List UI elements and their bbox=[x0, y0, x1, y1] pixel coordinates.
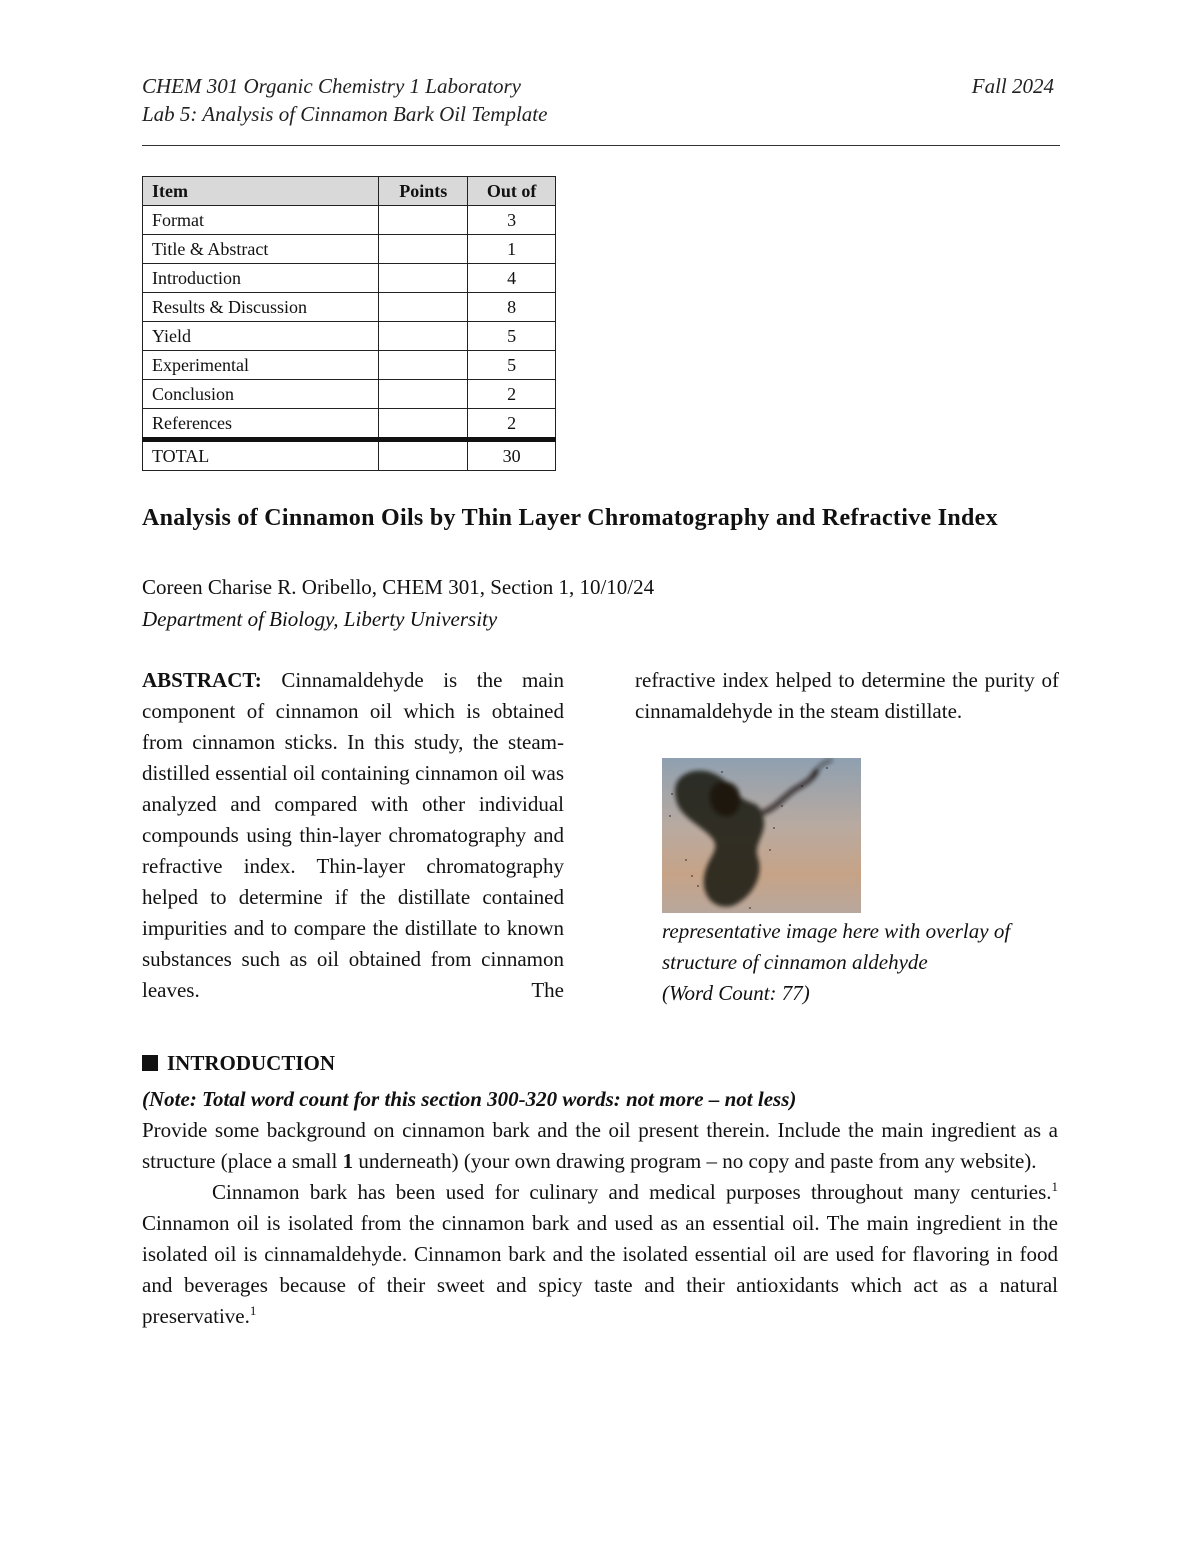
total-row bbox=[143, 440, 556, 471]
citation-2: 1 bbox=[249, 1303, 257, 1318]
row-out-of: 2 bbox=[468, 409, 556, 440]
header-out-of: Out of bbox=[468, 177, 556, 206]
paper-title: Analysis of Cinnamon Oils by Thin Layer Chromatography and Refractive Index bbox=[142, 505, 998, 531]
word-count-note: (Note: Total word count for this section 300-320 words: not more – not less) bbox=[142, 1087, 797, 1111]
abstract-left-column bbox=[142, 665, 564, 1006]
instructions-text-b: underneath) (your own drawing program – no copy and paste from any website). bbox=[353, 1149, 1037, 1173]
table-row bbox=[143, 409, 556, 440]
row-out-of: 3 bbox=[468, 206, 556, 235]
header-item: Item bbox=[143, 177, 379, 206]
table-row bbox=[143, 235, 556, 264]
row-points[interactable] bbox=[379, 293, 468, 322]
row-item: Results & Discussion bbox=[143, 293, 379, 322]
row-out-of: 5 bbox=[468, 322, 556, 351]
row-points[interactable] bbox=[379, 351, 468, 380]
word-count: (Word Count: 77) bbox=[662, 981, 810, 1005]
caption-line-1: representative image here with overlay of bbox=[662, 919, 1011, 943]
citation-1: 1 bbox=[1051, 1179, 1058, 1194]
grading-table bbox=[142, 176, 556, 471]
introduction-heading-text: INTRODUCTION bbox=[167, 1051, 336, 1075]
row-points[interactable] bbox=[379, 409, 468, 440]
row-out-of: 4 bbox=[468, 264, 556, 293]
row-out-of: 2 bbox=[468, 380, 556, 409]
table-row bbox=[143, 380, 556, 409]
author-line: Coreen Charise R. Oribello, CHEM 301, Section 1, 10/10/24 bbox=[142, 575, 655, 599]
table-row bbox=[143, 264, 556, 293]
section-square-icon bbox=[142, 1055, 158, 1071]
image-caption bbox=[662, 916, 1062, 1009]
row-item: Format bbox=[143, 206, 379, 235]
intro-text-a: Cinnamon bark has been used for culinary and medical purposes throughout many centuries. bbox=[212, 1180, 1052, 1204]
term-label: Fall 2024 bbox=[971, 74, 1054, 98]
total-label: TOTAL bbox=[143, 440, 379, 471]
instructions-text-a: Provide some background on cinnamon bark and the oil present therein. Include the main ingredient as a structure (place a small bbox=[142, 1118, 1058, 1173]
row-item: References bbox=[143, 409, 379, 440]
row-points[interactable] bbox=[379, 235, 468, 264]
department-line: Department of Biology, Liberty University bbox=[142, 607, 498, 631]
row-out-of: 8 bbox=[468, 293, 556, 322]
row-out-of: 1 bbox=[468, 235, 556, 264]
row-points[interactable] bbox=[379, 206, 468, 235]
intro-paragraph bbox=[142, 1177, 1058, 1332]
caption-line-2: structure of cinnamon aldehyde bbox=[662, 950, 928, 974]
table-row bbox=[143, 351, 556, 380]
structure-number: 1 bbox=[342, 1149, 354, 1173]
row-out-of: 5 bbox=[468, 351, 556, 380]
row-points[interactable] bbox=[379, 380, 468, 409]
introduction-body bbox=[142, 1115, 1058, 1332]
table-row bbox=[143, 322, 556, 351]
row-points[interactable] bbox=[379, 264, 468, 293]
intro-text-b: Cinnamon oil is isolated from the cinnamon bark and used as an essential oil. The main ingredient in the isolated oil is cinnamaldehyde. Cinnamon bark and the isolated essential oil are used for flavoring in food and beverages because of their sweet and spicy taste and their antioxidants which act as a natural preservative. bbox=[142, 1211, 1058, 1328]
table-row bbox=[143, 206, 556, 235]
introduction-heading bbox=[142, 1048, 335, 1078]
abstract-label: ABSTRACT: bbox=[142, 668, 262, 692]
row-item: Introduction bbox=[143, 264, 379, 293]
abstract-text-right: refractive index helped to determine the purity of cinnamaldehyde in the steam distillate. bbox=[635, 668, 1059, 723]
abstract-image bbox=[662, 758, 861, 913]
total-out-of: 30 bbox=[468, 440, 556, 471]
header-divider bbox=[142, 145, 1060, 146]
row-item: Yield bbox=[143, 322, 379, 351]
header-points: Points bbox=[379, 177, 468, 206]
course-title: CHEM 301 Organic Chemistry 1 Laboratory bbox=[142, 74, 521, 98]
row-points[interactable] bbox=[379, 322, 468, 351]
table-row bbox=[143, 293, 556, 322]
row-item: Conclusion bbox=[143, 380, 379, 409]
abstract-right-column bbox=[635, 665, 1059, 727]
row-item: Experimental bbox=[143, 351, 379, 380]
abstract-text-left: Cinnamaldehyde is the main component of cinnamon oil which is obtained from cinnamon sticks. In this study, the steam-distilled essential oil containing cinnamon oil was analyzed and compared with other individual compounds using thin-layer chromatography and refractive index. Thin-layer chromatography helped to determine if the distillate contained impurities and to compare the distillate to known substances such as oil obtained from cinnamon leaves. The bbox=[142, 668, 564, 1002]
page-header bbox=[142, 72, 1054, 128]
lab-title: Lab 5: Analysis of Cinnamon Bark Oil Template bbox=[142, 102, 548, 126]
instructions-paragraph bbox=[142, 1115, 1058, 1177]
row-item: Title & Abstract bbox=[143, 235, 379, 264]
grading-table-header bbox=[143, 177, 556, 206]
total-points[interactable] bbox=[379, 440, 468, 471]
